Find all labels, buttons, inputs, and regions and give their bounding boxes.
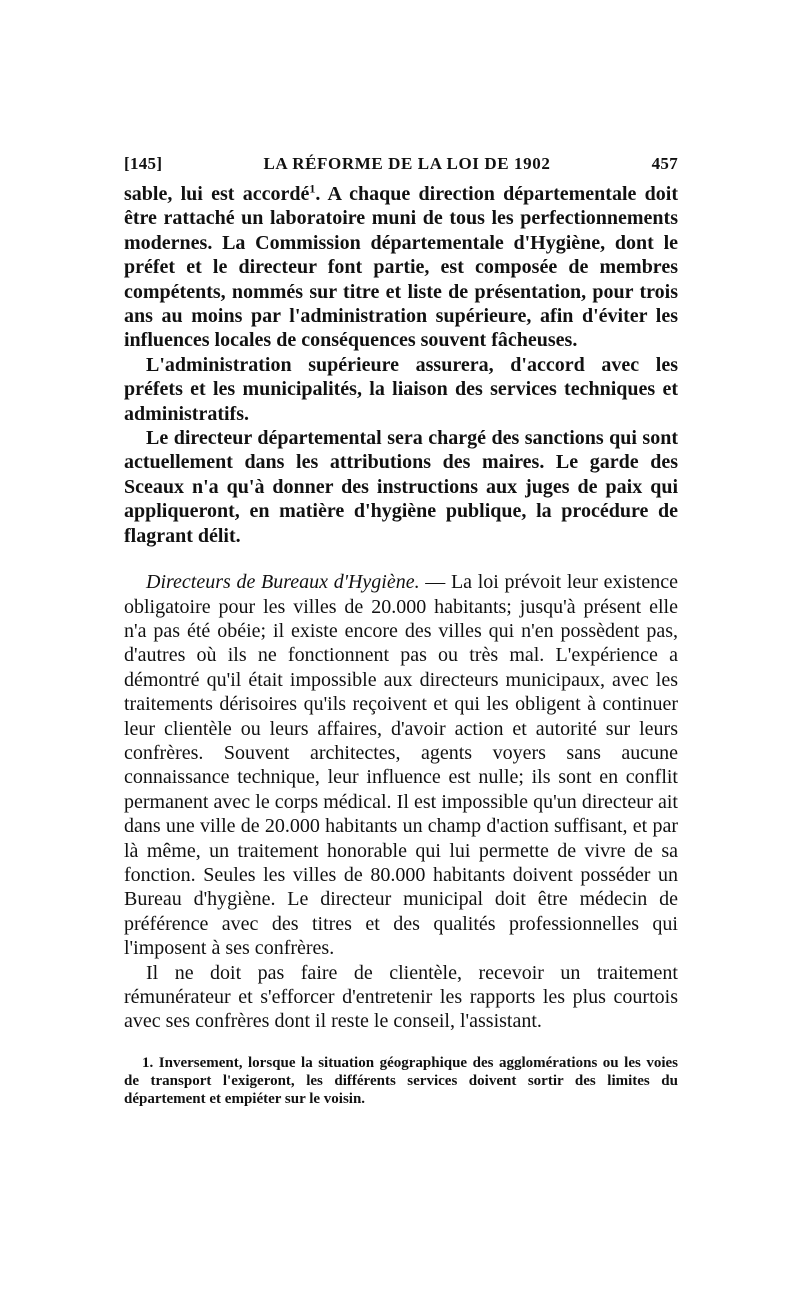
- paragraph-text: — La loi prévoit leur existence obligatoire pour les villes de 20.000 habitants; jusqu'à présent elle n'a pas été obéie; il existe encore des villes qui n'en possèdent pas, d'autres où ils ne fonctionnent pas ou très mal. L'expérience a démontré qu'il était impossible aux directeurs municipaux, avec les traitements dérisoires qu'ils reçoivent et qui les obligent à continuer leur clientèle ou leurs affaires, d'avoir action et autorité sur leurs confrères. Souvent architectes, agents voyers sans aucune connaissance technique, leur influence est nulle; ils sont en conflit permanent avec le corps médical. Il est impossible qu'un directeur ait dans une ville de 20.000 habitants un champ d'action suffisant, et par là même, un traitement honorable qui lui permette de vivre de sa fonction. Seules les villes de 80.000 habitants doivent posséder un Bureau d'hygiène. Le directeur municipal doit être médecin de préférence avec des titres et des qualités professionnelles qui l'imposent à ses confrères.: [124, 571, 678, 960]
- section-heading: Directeurs de Bureaux d'Hygiène.: [146, 571, 420, 594]
- paragraph: Il ne doit pas faire de clientèle, recevoir un traitement rémunérateur et s'efforcer d'entretenir les rapports les plus courtois avec ses confrères dont il reste le conseil, l'assistant.: [124, 961, 678, 1033]
- running-head: [124, 154, 678, 174]
- paragraph-text: . A chaque direction départementale doit être rattaché un laboratoire muni de tous les perfectionnements modernes. La Commission départementale d'Hygiène, dont le préfet et le directeur font partie, est composée de membres compétents, nommés sur titre et liste de présentation, pour trois ans au moins par l'administration supérieure, afin d'éviter les influences locales de conséquences souvent fâcheuses.: [124, 183, 679, 352]
- paragraph: [124, 182, 678, 353]
- page-reference: [145]: [124, 154, 163, 173]
- body-text: [124, 182, 678, 1034]
- footnote-number: 1.: [142, 1054, 154, 1071]
- paragraph: L'administration supérieure assurera, d'accord avec les préfets et les municipalités, la liaison des services techniques et administratifs.: [124, 353, 678, 425]
- book-page: [124, 154, 678, 1108]
- page-number: 457: [651, 154, 678, 173]
- paragraph-text: sable, lui est accordé: [124, 183, 310, 205]
- paragraph: Le directeur départemental sera chargé des sanctions qui sont actuellement dans les attributions des maires. Le garde des Sceaux n'a qu'à donner des instructions aux juges de paix qui appliqueront, en matière d'hygiène publique, la procédure de flagrant délit.: [124, 427, 678, 547]
- section-paragraph: [124, 570, 678, 961]
- footnote-reference: 1: [309, 181, 316, 196]
- footnote-text: Inversement, lorsque la situation géographique des agglomérations ou les voies de transport l'exigeront, les différents services doivent sortir des limites du département et empiéter sur le voisin.: [124, 1054, 678, 1107]
- running-title: LA RÉFORME DE LA LOI DE 1902: [263, 154, 551, 173]
- footnote: [124, 1054, 678, 1108]
